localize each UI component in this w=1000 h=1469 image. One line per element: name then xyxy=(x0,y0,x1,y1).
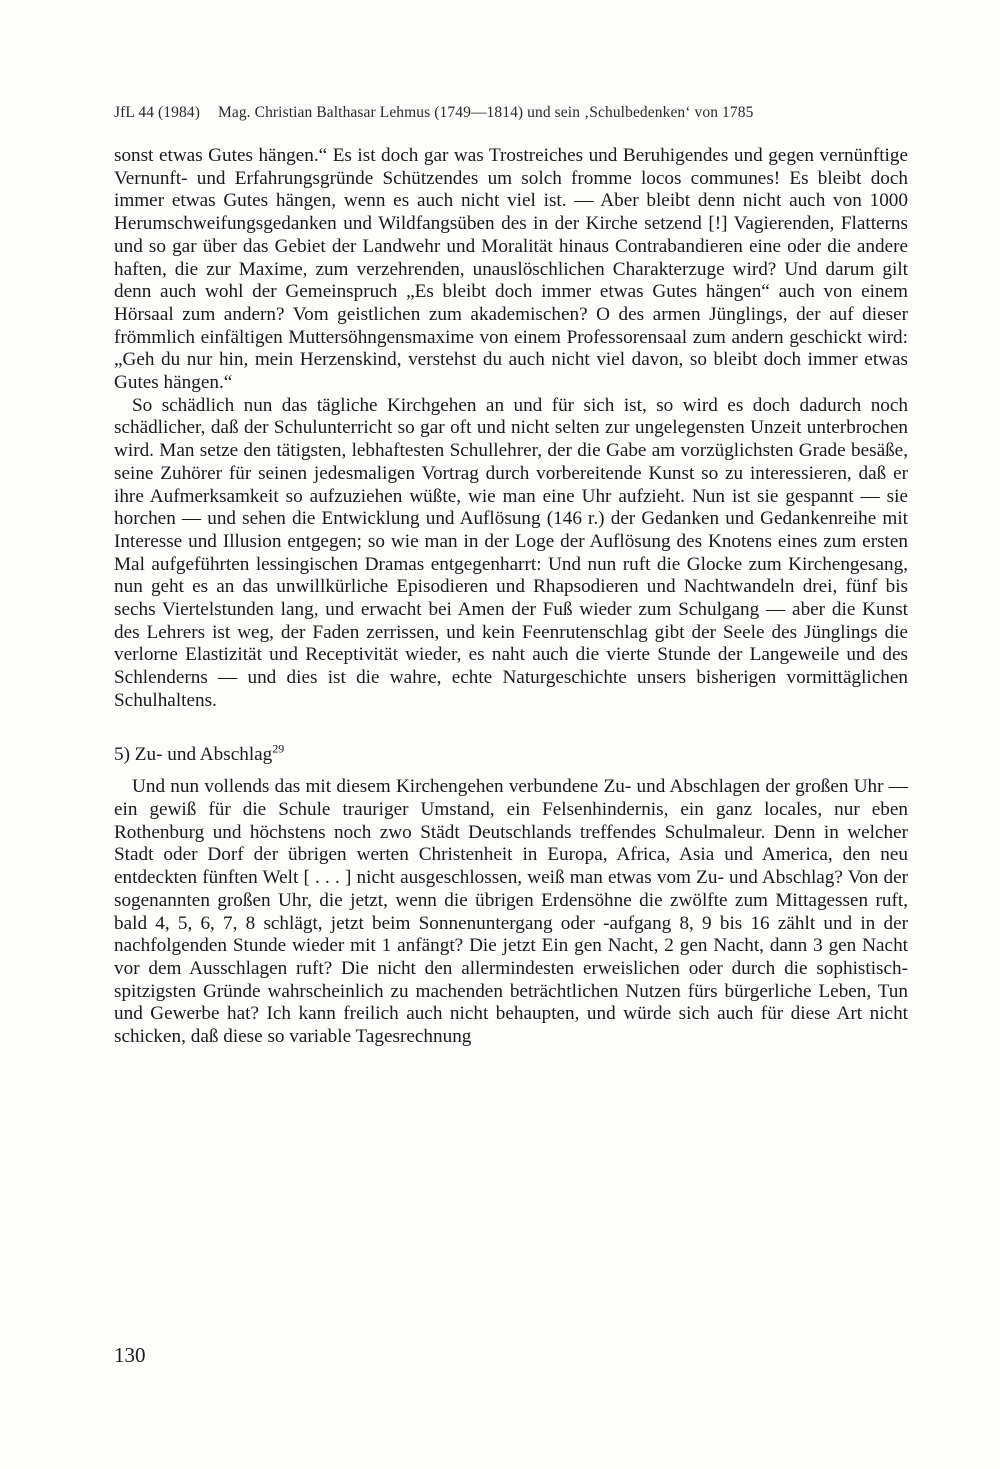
section-heading-text: 5) Zu- und Abschlag xyxy=(114,743,273,765)
running-head-title: Mag. Christian Balthasar Lehmus (1749—1814) und sein ‚Schulbedenken‘ von 1785 xyxy=(217,104,754,121)
running-head xyxy=(114,104,914,122)
section-heading xyxy=(114,741,908,767)
footnote-reference[interactable]: 29 xyxy=(272,741,285,756)
paragraph-1: sonst etwas Gutes hängen.“ Es ist doch gar was Trostreiches und Beruhigendes und gegen vernünftige Vernunft- und Erfahrungsgründe Schützendes um solch fromme locos communes! Es bleibt doch immer etwas Gutes hängen, wenn es auch nicht viel ist. — Aber bleibt denn nicht auch von 1000 Herumschweifungsgedanken und Wildfangsüben des in der Kirche setzend [!] Vagierenden, Flatterns und so gar über das Gebiet der Landwehr und Moralität hinaus Contrabandieren eine oder die andere haften, die zur Maxime, zum verzehrenden, unauslöschlichen Charakterzuge wird? Und darum gilt denn auch wohl der Gemeinspruch „Es bleibt doch immer etwas Gutes hängen“ auch von einem Hörsaal zum andern? Vom geistlichen zum akademischen? O des armen Jünglings, der auf dieser frömmlich einfältigen Muttersöhngensmaxime von einem Professorensaal zum andern geschickt wird: „Geh du nur hin, mein Herzenskind, verstehst du auch nicht viel davon, so bleibt doch immer etwas Gutes hängen.“ xyxy=(114,145,908,394)
paragraph-3: Und nun vollends das mit diesem Kirchengehen verbundene Zu- und Abschlagen der großen Uhr — ein gewiß für die Schule trauriger Umstand, ein Felsenhindernis, ein ganz locales, nur eben Rothenburg und höchstens noch zwo Städt Deutschlands treffendes Schulmaleur. Denn in welcher Stadt oder Dorf der übrigen werten Christenheit in Europa, Africa, Asia und America, den neu entdeckten fünften Welt [ . . . ] nicht ausgeschlossen, weiß man etwas vom Zu- und Abschlag? Von der sogenannten großen Uhr, die jetzt, wenn die übrigen Erdensöhne die zwölfte zum Mittagessen ruft, bald 4, 5, 6, 7, 8 schlägt, jetzt beim Sonnenuntergang oder -aufgang 8, 9 bis 16 zählt und in der nachfolgenden Stunde wieder mit 1 anfängt? Die jetzt Ein gen Nacht, 2 gen Nacht, dann 3 gen Nacht vor dem Ausschlagen ruft? Die nicht den allermindesten erweislichen oder durch die sophistisch-spitzigsten Gründe wahrscheinlich zu machenden beträchtlichen Nutzen fürs bürgerliche Leben, Tun und Gewerbe hat? Ich kann freilich auch nicht behaupten, und würde sich auch für diese Art nicht schicken, daß diese so variable Tagesrechnung xyxy=(114,776,908,1048)
paragraph-2: So schädlich nun das tägliche Kirchgehen an und für sich ist, so wird es doch dadurch noch schädlicher, daß der Schulunterricht so gar oft und nicht selten zur ungelegensten Unzeit unterbrochen wird. Man setze den tätigsten, lebhaftesten Schullehrer, der die Gabe am vorzüglichsten Grade besäße, seine Zuhörer für seinen jedesmaligen Vortrag durch vorbereitende Kunst so zu interessieren, daß er ihre Aufmerksamkeit so aufzuziehen wüßte, wie man eine Uhr aufzieht. Nun ist sie gespannt — sie horchen — und sehen die Entwicklung und Auflösung (146 r.) der Gedanken und Gedankenreihe mit Interesse und Illusion entgegen; so wie man in der Loge der Auflösung des Knotens eines zum ersten Mal aufgeführten lessingischen Dramas entgegenharrt: Und nun ruft die Glocke zum Kirchengesang, nun geht es an das unwillkürliche Episodieren und Rhapsodieren und Nachtwandeln drei, fünf bis sechs Viertelstunden lang, und erwacht bei Amen der Fuß wieder zum Schulgang — aber die Kunst des Lehrers ist weg, der Faden zerrissen, und kein Feenrutenschlag gibt der Seele des Jünglings die verlorne Elastizität und Receptivität wieder, es naht auch die vierte Stunde der Langeweile und des Schlenderns — und dies ist die wahre, echte Naturgeschichte unsers bisherigen vormittäglichen Schulhaltens. xyxy=(114,394,908,711)
body-text xyxy=(114,145,908,1049)
journal-citation: JfL 44 (1984) xyxy=(114,104,200,121)
page-number: 130 xyxy=(114,1343,146,1367)
